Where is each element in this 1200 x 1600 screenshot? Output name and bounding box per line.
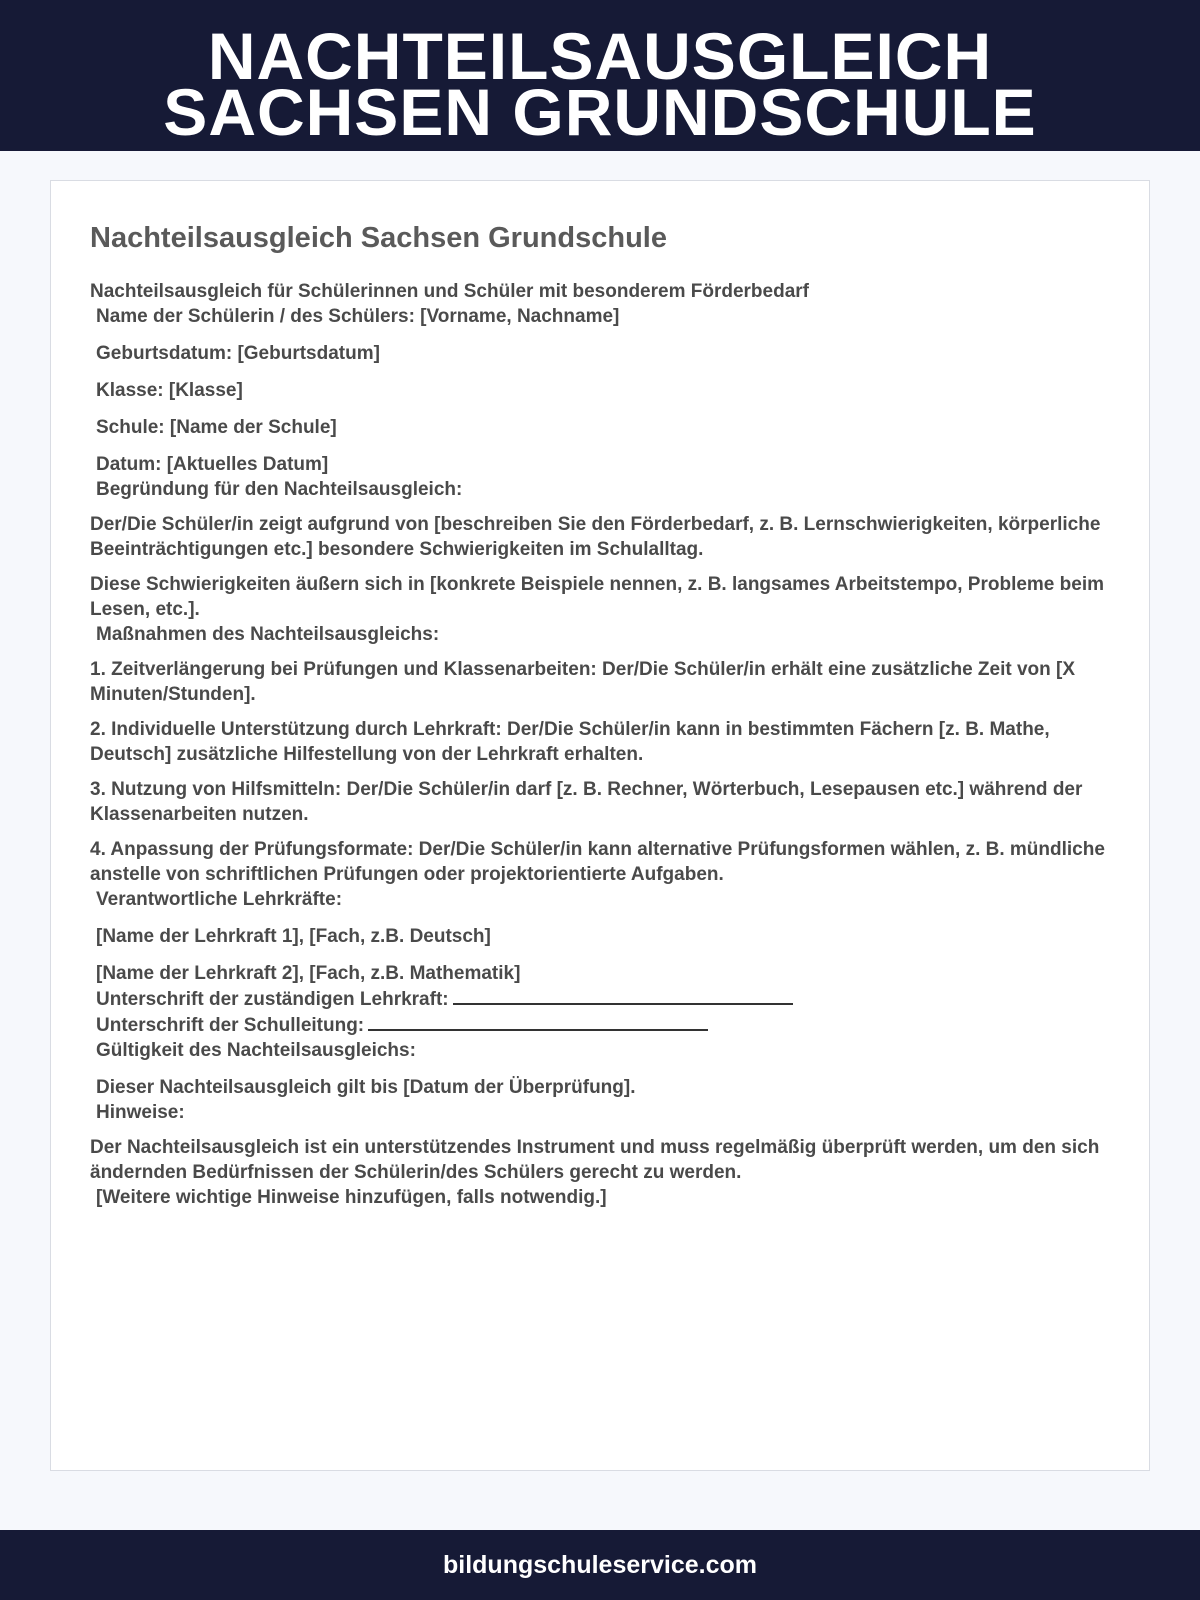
- notes-extra: [Weitere wichtige Hinweise hinzufügen, falls notwendig.]: [96, 1187, 607, 1208]
- signature-teacher-line: [453, 986, 793, 1005]
- reason-heading: Begründung für den Nachteilsausgleich:: [96, 479, 463, 500]
- notes-text: Der Nachteilsausgleich ist ein unterstützendes Instrument und muss regelmäßig überprüft werden, um den sich ändernden Bedürfnissen der Schülerin/des Schülers gerecht zu werden.: [90, 1137, 1100, 1183]
- footer-site: bildungschuleservice.com: [443, 1551, 757, 1579]
- banner-title-line-1: NACHTEILSAUSGLEICH: [207, 19, 993, 93]
- signature-teacher: [90, 986, 1109, 1012]
- document-body: [90, 279, 1109, 1210]
- validity-text: Dieser Nachteilsausgleich gilt bis [Datum der Überprüfung].: [96, 1077, 636, 1098]
- field-class: Klasse: [Klasse]: [96, 380, 243, 401]
- field-name: Name der Schülerin / des Schülers: [Vorname, Nachname]: [96, 306, 620, 327]
- measures-heading: Maßnahmen des Nachteilsausgleichs:: [96, 624, 440, 645]
- intro-text: Nachteilsausgleich für Schülerinnen und Schüler mit besonderem Förderbedarf: [90, 281, 809, 302]
- signature-teacher-label: Unterschrift der zuständigen Lehrkraft:: [96, 989, 449, 1010]
- footer-banner: [0, 1530, 1200, 1600]
- teacher-2: [Name der Lehrkraft 2], [Fach, z.B. Mathematik]: [96, 963, 521, 984]
- measure-item-4: 4. Anpassung der Prüfungsformate: Der/Die Schüler/in kann alternative Prüfungsformen wählen, z. B. mündliche anstelle von schriftlichen Prüfungen oder projektorientierte Aufgaben.: [90, 839, 1105, 885]
- measure-item-2: 2. Individuelle Unterstützung durch Lehrkraft: Der/Die Schüler/in kann in bestimmten Fächern [z. B. Mathe, Deutsch] zusätzliche Hilfestellung von der Lehrkraft erhalten.: [90, 719, 1050, 765]
- field-birthdate: Geburtsdatum: [Geburtsdatum]: [96, 343, 380, 364]
- signature-principal: [90, 1012, 1109, 1038]
- signature-principal-line: [368, 1012, 708, 1031]
- teacher-1: [Name der Lehrkraft 1], [Fach, z.B. Deutsch]: [96, 926, 491, 947]
- field-school: Schule: [Name der Schule]: [96, 417, 337, 438]
- banner-title-line-2: SACHSEN GRUNDSCHULE: [163, 75, 1037, 149]
- reason-paragraph-1: Der/Die Schüler/in zeigt aufgrund von [beschreiben Sie den Förderbedarf, z. B. Lernschwierigkeiten, körperliche Beeinträchtigungen etc.] besondere Schwierigkeiten im Schulalltag.: [90, 514, 1101, 560]
- document-card: [50, 180, 1150, 1471]
- measure-item-1: 1. Zeitverlängerung bei Prüfungen und Klassenarbeiten: Der/Die Schüler/in erhält eine zusätzliche Zeit von [X Minuten/Stunden].: [90, 659, 1076, 705]
- signature-principal-label: Unterschrift der Schulleitung:: [96, 1015, 365, 1036]
- measure-item-3: 3. Nutzung von Hilfsmitteln: Der/Die Schüler/in darf [z. B. Rechner, Wörterbuch, Lesepausen etc.] während der Klassenarbeiten nutzen.: [90, 779, 1083, 825]
- notes-heading: Hinweise:: [96, 1102, 185, 1123]
- reason-paragraph-2: Diese Schwierigkeiten äußern sich in [konkrete Beispiele nennen, z. B. langsames Arbeitstempo, Probleme beim Lesen, etc.].: [90, 574, 1104, 620]
- teachers-heading: Verantwortliche Lehrkräfte:: [96, 889, 343, 910]
- header-banner: [0, 0, 1200, 151]
- document-title: Nachteilsausgleich Sachsen Grundschule: [90, 222, 667, 254]
- field-date: Datum: [Aktuelles Datum]: [96, 454, 329, 475]
- validity-heading: Gültigkeit des Nachteilsausgleichs:: [96, 1040, 416, 1061]
